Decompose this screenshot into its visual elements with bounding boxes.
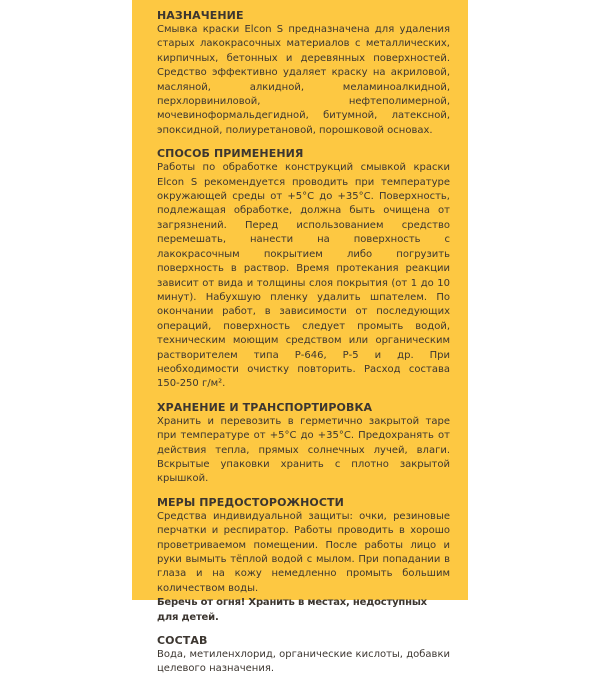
section-heading-storage: ХРАНЕНИЕ И ТРАНСПОРТИРОВКА: [157, 400, 373, 414]
section-heading-application: СПОСОБ ПРИМЕНЕНИЯ: [157, 147, 304, 161]
fire-safety-warning: Беречь от огня! Хранить в местах, недоступных для детей.: [157, 597, 427, 623]
section-body-purpose: Смывка краски Elcon S предназначена для удаления старых лакокрасочных материалов с металлических, кирпичных, бетонных и деревянных поверхностей. Средство эффективно удаляет краску на акриловой, масляной, алкидной, меламиноалкидной, перхлорвиниловой, нефтеполимерной, мочевиноформальдегидной, битумной, латексной, эпоксидной, полиуретановой, порошковой основах.: [157, 24, 450, 136]
section-heading-composition: СОСТАВ: [157, 634, 208, 648]
section-heading-purpose: НАЗНАЧЕНИЕ: [157, 9, 244, 22]
section-body-precautions: Средства индивидуальной защиты: очки, резиновые перчатки и респиратор. Работы проводить в хорошо проветриваемом помещении. После работы лицо и руки вымыть тёплой водой с мылом. При попадании в глаза и на кожу немедленно промыть большим количеством воды.: [157, 510, 450, 594]
section-application: [157, 147, 450, 392]
section-body-composition: Вода, метиленхлорид, органические кислоты, добавки целевого назначения.: [157, 649, 450, 675]
label-content: [157, 9, 450, 686]
section-storage: [157, 401, 450, 487]
section-body-application: Работы по обработке конструкций смывкой краски Elcon S рекомендуется проводить при температуре окружающей среды от +5°C до +35°C. Поверхность, подлежащая обработке, должна быть очищена от загрязнений. Перед использованием средство перемешать, нанести на поверхность с лакокрасочным покрытием либо погрузить поверхность в раствор. Время протекания реакции зависит от вида и толщины слоя покрытия (от 1 до 10 минут). Набухшую пленку удалить шпателем. По окончании работ, в зависимости от последующих операций, поверхность следует промыть водой, техническим моющим средством или органическим растворителем типа Р-646, Р-5 и др. При необходимости очистку повторить. Расход состава 150-250 г/м².: [157, 162, 450, 390]
product-label-panel: [132, 0, 468, 675]
section-body-storage: Хранить и перевозить в герметично закрытой таре при температуре от +5°C до +35°C. Предохранять от действия тепла, прямых солнечных лучей, влаги. Вскрытые упаковки хранить с плотно закрытой крышкой.: [157, 415, 450, 485]
section-composition: [157, 634, 450, 677]
section-heading-precautions: МЕРЫ ПРЕДОСТОРОЖНОСТИ: [157, 495, 344, 509]
section-precautions: [157, 496, 450, 625]
section-purpose: [157, 9, 450, 138]
